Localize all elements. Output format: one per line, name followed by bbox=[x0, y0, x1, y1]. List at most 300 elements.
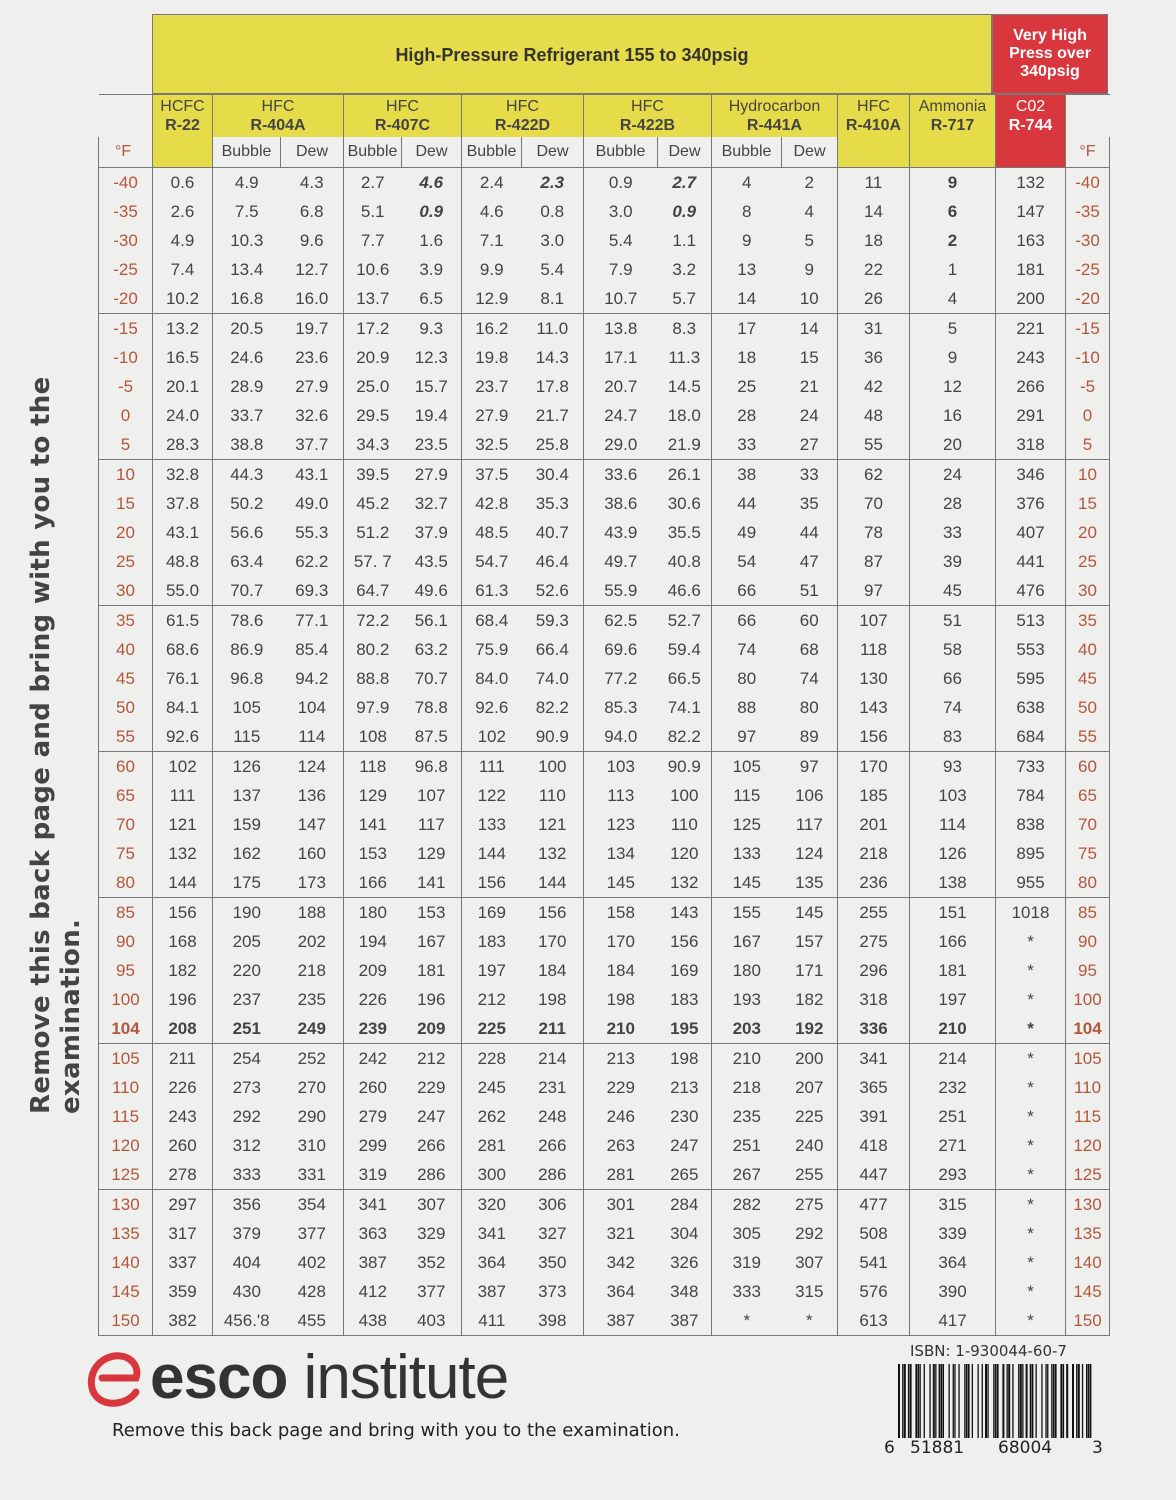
pressure-cell: 115 bbox=[712, 781, 782, 810]
pressure-cell: 402 bbox=[281, 1248, 344, 1277]
table-row bbox=[99, 518, 1110, 547]
pressure-cell: 441 bbox=[996, 547, 1066, 576]
temperature-cell-right: 0 bbox=[1066, 401, 1110, 430]
pressure-cell: 63.4 bbox=[213, 547, 281, 576]
temperature-cell-right: -35 bbox=[1066, 197, 1110, 226]
pressure-cell: 96.8 bbox=[402, 752, 462, 782]
pressure-cell: 5 bbox=[782, 226, 838, 255]
pressure-cell: 14 bbox=[782, 314, 838, 344]
temperature-cell: 20 bbox=[99, 518, 153, 547]
pressure-cell: 33 bbox=[910, 518, 996, 547]
pressure-cell: 83 bbox=[910, 722, 996, 752]
pressure-cell: 281 bbox=[584, 1160, 658, 1190]
pressure-cell: 184 bbox=[584, 956, 658, 985]
pressure-cell: 102 bbox=[153, 752, 213, 782]
side-exam-note: Remove this back page and bring with you to the examination. bbox=[26, 376, 86, 1114]
pressure-cell: 418 bbox=[838, 1131, 910, 1160]
pressure-cell: 74.1 bbox=[658, 693, 712, 722]
refrigerant-header bbox=[213, 95, 344, 138]
pressure-cell: 16.0 bbox=[281, 284, 344, 314]
pressure-cell: 430 bbox=[213, 1277, 281, 1306]
pressure-cell: 52.7 bbox=[658, 606, 712, 636]
pressure-cell: 6 bbox=[910, 197, 996, 226]
temperature-cell: 75 bbox=[99, 839, 153, 868]
pressure-cell: 211 bbox=[153, 1044, 213, 1074]
pressure-cell: 28 bbox=[910, 489, 996, 518]
refrigerant-type: HFC bbox=[386, 98, 419, 115]
pressure-cell: 13 bbox=[712, 255, 782, 284]
pressure-cell: 63.2 bbox=[402, 635, 462, 664]
pressure-cell: 4.9 bbox=[213, 168, 281, 198]
temperature-cell-right: 30 bbox=[1066, 576, 1110, 606]
pressure-cell: 151 bbox=[910, 898, 996, 928]
table-row bbox=[99, 752, 1110, 782]
pressure-cell: 163 bbox=[996, 226, 1066, 255]
pressure-cell: 407 bbox=[996, 518, 1066, 547]
temperature-cell: 104 bbox=[99, 1014, 153, 1044]
pressure-cell: 14 bbox=[712, 284, 782, 314]
pressure-cell: 10.6 bbox=[344, 255, 402, 284]
pressure-cell: 46.4 bbox=[522, 547, 584, 576]
table-row bbox=[99, 693, 1110, 722]
temperature-cell: -10 bbox=[99, 343, 153, 372]
pressure-cell: 348 bbox=[658, 1277, 712, 1306]
table-row bbox=[99, 372, 1110, 401]
pressure-cell: 141 bbox=[402, 868, 462, 898]
pressure-cell: 4 bbox=[910, 284, 996, 314]
pressure-cell: 3.0 bbox=[584, 197, 658, 226]
refrigerant-name: R-404A bbox=[250, 117, 306, 134]
temperature-cell: 135 bbox=[99, 1219, 153, 1248]
pressure-cell: 130 bbox=[838, 664, 910, 693]
pressure-cell: 132 bbox=[153, 839, 213, 868]
temperature-cell-right: 40 bbox=[1066, 635, 1110, 664]
pressure-cell: 43.9 bbox=[584, 518, 658, 547]
pressure-cell: 0.8 bbox=[522, 197, 584, 226]
temperature-cell: 0 bbox=[99, 401, 153, 430]
temperature-cell-right: 150 bbox=[1066, 1306, 1110, 1336]
pressure-cell: 111 bbox=[153, 781, 213, 810]
pressure-cell: 97 bbox=[712, 722, 782, 752]
pressure-cell: 194 bbox=[344, 927, 402, 956]
table-row bbox=[99, 1160, 1110, 1190]
pressure-cell: 37.7 bbox=[281, 430, 344, 460]
pressure-cell: 0.9 bbox=[584, 168, 658, 198]
pressure-cell: 363 bbox=[344, 1219, 402, 1248]
pressure-cell: 181 bbox=[402, 956, 462, 985]
pressure-cell: 36 bbox=[838, 343, 910, 372]
pressure-cell: 2.7 bbox=[658, 168, 712, 198]
pressure-cell: 66 bbox=[910, 664, 996, 693]
temperature-cell-right: 110 bbox=[1066, 1073, 1110, 1102]
pressure-cell: 103 bbox=[584, 752, 658, 782]
temperature-cell: 120 bbox=[99, 1131, 153, 1160]
pressure-cell: 32.7 bbox=[402, 489, 462, 518]
refrigerant-type: Hydrocarbon bbox=[728, 98, 821, 115]
pressure-cell: 5.7 bbox=[658, 284, 712, 314]
pressure-cell: 33 bbox=[782, 460, 838, 490]
pressure-cell: 156 bbox=[522, 898, 584, 928]
pressure-cell: 192 bbox=[782, 1014, 838, 1044]
pressure-cell: 14 bbox=[838, 197, 910, 226]
pressure-cell: 341 bbox=[838, 1044, 910, 1074]
pressure-cell: 74 bbox=[712, 635, 782, 664]
pressure-cell: 17.1 bbox=[584, 343, 658, 372]
pressure-cell: 213 bbox=[658, 1073, 712, 1102]
refrigerant-name: R-717 bbox=[930, 117, 975, 134]
pressure-cell: 8.3 bbox=[658, 314, 712, 344]
pressure-cell: 69.3 bbox=[281, 576, 344, 606]
pressure-cell: 317 bbox=[153, 1219, 213, 1248]
pressure-cell: 29.5 bbox=[344, 401, 402, 430]
pressure-cell: 299 bbox=[344, 1131, 402, 1160]
table-row bbox=[99, 1131, 1110, 1160]
pressure-cell: 838 bbox=[996, 810, 1066, 839]
pressure-cell: 92.6 bbox=[462, 693, 522, 722]
temperature-cell: 130 bbox=[99, 1190, 153, 1220]
temperature-cell-right: 25 bbox=[1066, 547, 1110, 576]
pressure-cell: 133 bbox=[462, 810, 522, 839]
pressure-cell: 38 bbox=[712, 460, 782, 490]
pressure-cell: 200 bbox=[996, 284, 1066, 314]
pressure-cell: 286 bbox=[402, 1160, 462, 1190]
pressure-cell: 3.9 bbox=[402, 255, 462, 284]
pressure-cell: 5.1 bbox=[344, 197, 402, 226]
pressure-cell: 279 bbox=[344, 1102, 402, 1131]
pressure-cell: 331 bbox=[281, 1160, 344, 1190]
pressure-cell: 263 bbox=[584, 1131, 658, 1160]
pressure-cell: 121 bbox=[522, 810, 584, 839]
pressure-cell: * bbox=[996, 1306, 1066, 1336]
pressure-cell: 93 bbox=[910, 752, 996, 782]
pressure-temperature-table bbox=[98, 94, 1110, 1336]
pressure-cell: 70.7 bbox=[213, 576, 281, 606]
pressure-cell: 76.1 bbox=[153, 664, 213, 693]
pressure-cell: 24 bbox=[782, 401, 838, 430]
temperature-cell-right: 135 bbox=[1066, 1219, 1110, 1248]
pressure-cell: 18 bbox=[838, 226, 910, 255]
pressure-cell: 169 bbox=[658, 956, 712, 985]
pressure-cell: 144 bbox=[522, 868, 584, 898]
pressure-cell: 126 bbox=[213, 752, 281, 782]
pressure-cell: 103 bbox=[910, 781, 996, 810]
pressure-cell: 24 bbox=[910, 460, 996, 490]
pressure-cell: 7.1 bbox=[462, 226, 522, 255]
pressure-cell: 5.4 bbox=[522, 255, 584, 284]
pressure-cell: * bbox=[996, 1014, 1066, 1044]
pressure-cell: 16 bbox=[910, 401, 996, 430]
refrigerant-header bbox=[838, 95, 910, 138]
table-row bbox=[99, 1073, 1110, 1102]
pressure-cell: * bbox=[996, 1277, 1066, 1306]
pressure-cell: 50.2 bbox=[213, 489, 281, 518]
pressure-cell: 251 bbox=[213, 1014, 281, 1044]
pressure-cell: 104 bbox=[281, 693, 344, 722]
pressure-cell: 9 bbox=[712, 226, 782, 255]
table-row bbox=[99, 606, 1110, 636]
pressure-cell: 27.9 bbox=[402, 460, 462, 490]
pressure-cell: 38.8 bbox=[213, 430, 281, 460]
pressure-cell: 28.3 bbox=[153, 430, 213, 460]
refrigerant-header bbox=[996, 95, 1066, 138]
temperature-cell-right: -40 bbox=[1066, 168, 1110, 198]
pressure-cell: 237 bbox=[213, 985, 281, 1014]
pressure-cell: 90.9 bbox=[522, 722, 584, 752]
pressure-cell: 74.0 bbox=[522, 664, 584, 693]
pressure-cell: 143 bbox=[658, 898, 712, 928]
pressure-cell: 286 bbox=[522, 1160, 584, 1190]
barcode-digit-3: 68004 bbox=[998, 1438, 1053, 1458]
pressure-cell: 226 bbox=[344, 985, 402, 1014]
pressure-cell: 243 bbox=[996, 343, 1066, 372]
pressure-cell: 39.5 bbox=[344, 460, 402, 490]
pressure-cell: 248 bbox=[522, 1102, 584, 1131]
temperature-cell: 85 bbox=[99, 898, 153, 928]
pressure-cell: 229 bbox=[584, 1073, 658, 1102]
pressure-cell: 39 bbox=[910, 547, 996, 576]
pressure-cell: 4.6 bbox=[402, 168, 462, 198]
pressure-cell: 181 bbox=[996, 255, 1066, 284]
pressure-cell: 379 bbox=[213, 1219, 281, 1248]
pressure-cell: 32.5 bbox=[462, 430, 522, 460]
pressure-cell: 341 bbox=[344, 1190, 402, 1220]
pressure-cell: 214 bbox=[910, 1044, 996, 1074]
pressure-cell: 390 bbox=[910, 1277, 996, 1306]
temperature-cell: 10 bbox=[99, 460, 153, 490]
pressure-cell: 32.6 bbox=[281, 401, 344, 430]
pressure-cell: 107 bbox=[402, 781, 462, 810]
pressure-cell: 508 bbox=[838, 1219, 910, 1248]
refrigerant-type: HFC bbox=[506, 98, 539, 115]
pressure-cell: 228 bbox=[462, 1044, 522, 1074]
pressure-cell: 111 bbox=[462, 752, 522, 782]
temperature-cell: 115 bbox=[99, 1102, 153, 1131]
pressure-cell: 20 bbox=[910, 430, 996, 460]
pressure-cell: 197 bbox=[910, 985, 996, 1014]
temperature-cell-right: 95 bbox=[1066, 956, 1110, 985]
temperature-cell: 40 bbox=[99, 635, 153, 664]
pressure-cell: 254 bbox=[213, 1044, 281, 1074]
logo-word-esco: esco bbox=[150, 1343, 288, 1412]
temperature-cell: -30 bbox=[99, 226, 153, 255]
pressure-cell: * bbox=[996, 1131, 1066, 1160]
refrigerant-type: C02 bbox=[1015, 98, 1046, 115]
refrigerant-type: Ammonia bbox=[918, 98, 987, 115]
pressure-cell: 5 bbox=[910, 314, 996, 344]
temperature-cell-right: 15 bbox=[1066, 489, 1110, 518]
pressure-cell: 315 bbox=[910, 1190, 996, 1220]
pressure-cell: 137 bbox=[213, 781, 281, 810]
pressure-cell: 184 bbox=[522, 956, 584, 985]
pressure-cell: 60 bbox=[782, 606, 838, 636]
pressure-cell: 78.8 bbox=[402, 693, 462, 722]
pressure-cell: 225 bbox=[782, 1102, 838, 1131]
refrigerant-name: R-422D bbox=[494, 117, 551, 134]
pressure-cell: 4.6 bbox=[462, 197, 522, 226]
temperature-cell-right: 130 bbox=[1066, 1190, 1110, 1220]
pressure-cell: 92.6 bbox=[153, 722, 213, 752]
r744-subheader bbox=[996, 137, 1066, 168]
temperature-cell-right: 105 bbox=[1066, 1044, 1110, 1074]
pressure-cell: 26 bbox=[838, 284, 910, 314]
pressure-cell: 155 bbox=[712, 898, 782, 928]
pressure-cell: 97.9 bbox=[344, 693, 402, 722]
pressure-cell: 7.5 bbox=[213, 197, 281, 226]
pressure-cell: 476 bbox=[996, 576, 1066, 606]
pressure-cell: 87 bbox=[838, 547, 910, 576]
pressure-cell: 293 bbox=[910, 1160, 996, 1190]
temperature-cell: 70 bbox=[99, 810, 153, 839]
pressure-cell: 2.4 bbox=[462, 168, 522, 198]
pressure-cell: 242 bbox=[344, 1044, 402, 1074]
pressure-cell: 85.3 bbox=[584, 693, 658, 722]
pressure-cell: 12 bbox=[910, 372, 996, 401]
pressure-cell: 22 bbox=[838, 255, 910, 284]
pressure-cell: 4.3 bbox=[281, 168, 344, 198]
pressure-cell: 266 bbox=[996, 372, 1066, 401]
pressure-cell: 17.8 bbox=[522, 372, 584, 401]
pressure-cell: 85.4 bbox=[281, 635, 344, 664]
pressure-cell: 37.9 bbox=[402, 518, 462, 547]
barcode-bars bbox=[898, 1364, 1094, 1438]
pressure-cell: 17 bbox=[712, 314, 782, 344]
pressure-cell: 13.4 bbox=[213, 255, 281, 284]
barcode-digit-2: 51881 bbox=[910, 1438, 965, 1458]
pressure-cell: 262 bbox=[462, 1102, 522, 1131]
temperature-cell: 35 bbox=[99, 606, 153, 636]
pressure-cell: 613 bbox=[838, 1306, 910, 1336]
pressure-cell: 373 bbox=[522, 1277, 584, 1306]
pressure-cell: 48.8 bbox=[153, 547, 213, 576]
pressure-cell: 14.5 bbox=[658, 372, 712, 401]
pressure-cell: 12.9 bbox=[462, 284, 522, 314]
pressure-cell: 4 bbox=[712, 168, 782, 198]
bubble-label: Bubble bbox=[462, 137, 522, 168]
temperature-cell-right: -30 bbox=[1066, 226, 1110, 255]
pressure-cell: 51.2 bbox=[344, 518, 402, 547]
pressure-cell: 188 bbox=[281, 898, 344, 928]
pressure-cell: 278 bbox=[153, 1160, 213, 1190]
pressure-cell: 132 bbox=[658, 868, 712, 898]
pressure-cell: 106 bbox=[782, 781, 838, 810]
pressure-cell: 230 bbox=[658, 1102, 712, 1131]
pressure-cell: 28 bbox=[712, 401, 782, 430]
corner-blank-right bbox=[1066, 95, 1110, 138]
pressure-cell: 438 bbox=[344, 1306, 402, 1336]
pressure-cell: 411 bbox=[462, 1306, 522, 1336]
pressure-cell: 359 bbox=[153, 1277, 213, 1306]
pressure-cell: 147 bbox=[996, 197, 1066, 226]
pressure-cell: 0.6 bbox=[153, 168, 213, 198]
pressure-cell: 377 bbox=[281, 1219, 344, 1248]
pressure-cell: 147 bbox=[281, 810, 344, 839]
pressure-cell: 54.7 bbox=[462, 547, 522, 576]
pressure-cell: 37.5 bbox=[462, 460, 522, 490]
pressure-cell: 170 bbox=[838, 752, 910, 782]
table-row bbox=[99, 1014, 1110, 1044]
pressure-cell: 43.1 bbox=[281, 460, 344, 490]
pressure-cell: 284 bbox=[658, 1190, 712, 1220]
temperature-cell-right: 75 bbox=[1066, 839, 1110, 868]
refrigerant-name: R-422B bbox=[619, 117, 676, 134]
pressure-cell: 18 bbox=[712, 343, 782, 372]
pressure-cell: 310 bbox=[281, 1131, 344, 1160]
pressure-cell: 200 bbox=[782, 1044, 838, 1074]
temperature-cell: 110 bbox=[99, 1073, 153, 1102]
pressure-cell: 282 bbox=[712, 1190, 782, 1220]
table-row bbox=[99, 927, 1110, 956]
pressure-cell: 377 bbox=[402, 1277, 462, 1306]
pressure-cell: * bbox=[996, 985, 1066, 1014]
pressure-cell: 387 bbox=[344, 1248, 402, 1277]
pressure-cell: 270 bbox=[281, 1073, 344, 1102]
pressure-cell: 30.6 bbox=[658, 489, 712, 518]
pressure-cell: 68.6 bbox=[153, 635, 213, 664]
pressure-cell: 225 bbox=[462, 1014, 522, 1044]
pressure-cell: 0.9 bbox=[658, 197, 712, 226]
pressure-cell: 62.2 bbox=[281, 547, 344, 576]
temperature-cell-right: 140 bbox=[1066, 1248, 1110, 1277]
pressure-cell: 318 bbox=[838, 985, 910, 1014]
pressure-cell: 120 bbox=[658, 839, 712, 868]
pressure-cell: 33 bbox=[712, 430, 782, 460]
refrigerant-header bbox=[462, 95, 584, 138]
pressure-cell: 307 bbox=[402, 1190, 462, 1220]
pressure-cell: 75.9 bbox=[462, 635, 522, 664]
pressure-cell: 11 bbox=[838, 168, 910, 198]
pressure-cell: 166 bbox=[910, 927, 996, 956]
pressure-cell: 87.5 bbox=[402, 722, 462, 752]
pressure-cell: 8 bbox=[712, 197, 782, 226]
pressure-cell: 352 bbox=[402, 1248, 462, 1277]
pressure-cell: 117 bbox=[402, 810, 462, 839]
temperature-cell: 5 bbox=[99, 430, 153, 460]
pressure-cell: 173 bbox=[281, 868, 344, 898]
table-row bbox=[99, 460, 1110, 490]
pressure-cell: 12.7 bbox=[281, 255, 344, 284]
pressure-cell: 55 bbox=[838, 430, 910, 460]
pressure-cell: * bbox=[782, 1306, 838, 1336]
pressure-cell: 312 bbox=[213, 1131, 281, 1160]
pressure-cell: 32.8 bbox=[153, 460, 213, 490]
pressure-cell: 45.2 bbox=[344, 489, 402, 518]
barcode-digit-4: 3 bbox=[1092, 1438, 1103, 1458]
pressure-cell: 291 bbox=[996, 401, 1066, 430]
table-row bbox=[99, 1102, 1110, 1131]
pressure-cell: 90.9 bbox=[658, 752, 712, 782]
pressure-cell: 156 bbox=[658, 927, 712, 956]
table-row bbox=[99, 781, 1110, 810]
pressure-cell: 387 bbox=[584, 1306, 658, 1336]
table-row bbox=[99, 1277, 1110, 1306]
pressure-cell: 247 bbox=[402, 1102, 462, 1131]
refrigerant-name: R-410A bbox=[845, 117, 902, 134]
pressure-cell: 113 bbox=[584, 781, 658, 810]
pressure-cell: 24.7 bbox=[584, 401, 658, 430]
pressure-cell: 77.2 bbox=[584, 664, 658, 693]
table-row bbox=[99, 168, 1110, 198]
temperature-cell: 25 bbox=[99, 547, 153, 576]
pressure-cell: 315 bbox=[782, 1277, 838, 1306]
pressure-cell: 31 bbox=[838, 314, 910, 344]
pressure-cell: 193 bbox=[712, 985, 782, 1014]
pressure-cell: 43.5 bbox=[402, 547, 462, 576]
pressure-cell: 121 bbox=[153, 810, 213, 839]
pressure-cell: 20.7 bbox=[584, 372, 658, 401]
pressure-cell: 61.5 bbox=[153, 606, 213, 636]
pressure-cell: 7.7 bbox=[344, 226, 402, 255]
pressure-cell: * bbox=[996, 956, 1066, 985]
